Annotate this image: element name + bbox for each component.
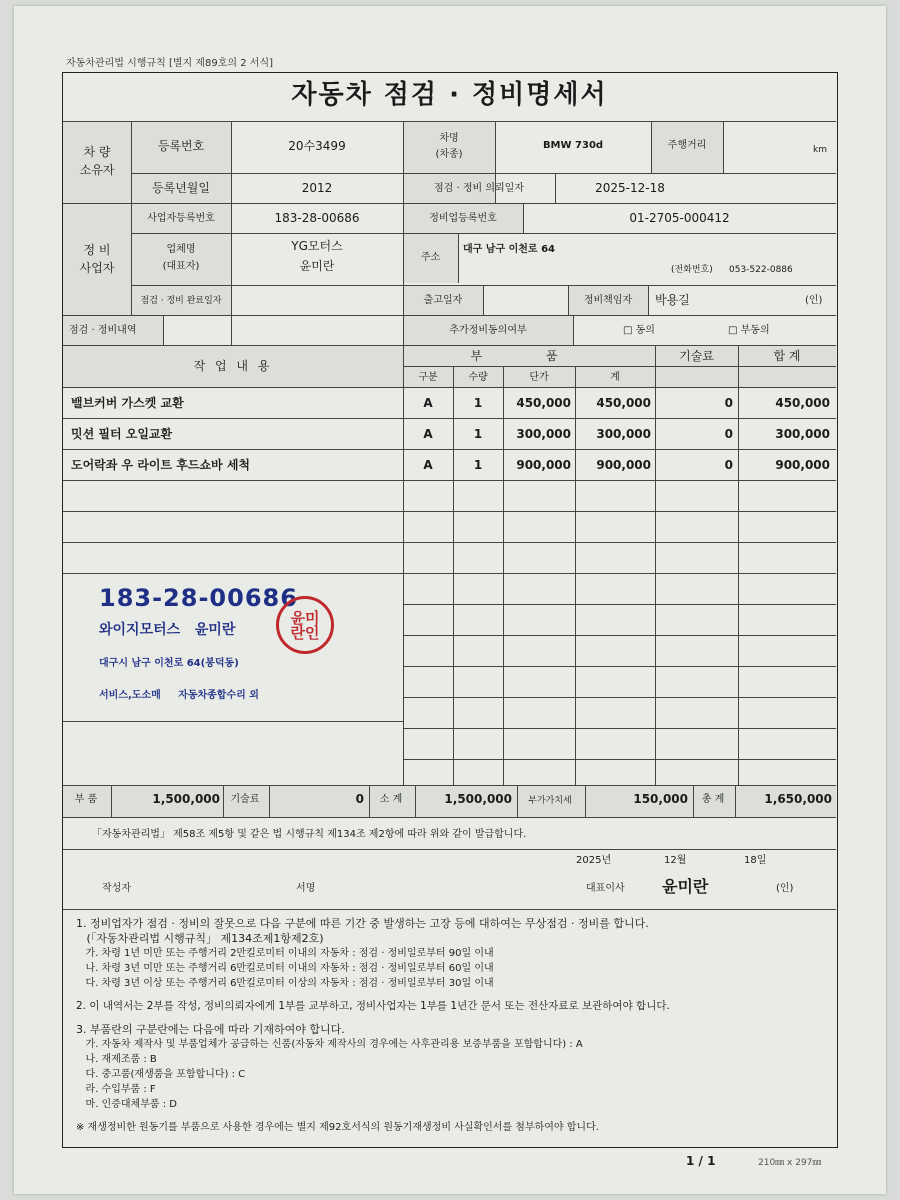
repair-reg-label: 정비업등록번호 bbox=[429, 213, 497, 224]
row-total: 450,000 bbox=[775, 396, 830, 410]
totals-subtotal-label: 소 계 bbox=[379, 794, 403, 805]
note-line: 1. 정비업자가 점검 · 정비의 잘못으로 다음 구분에 따른 기간 중 발생하는 고장 등에 대하여는 무상점검 · 정비를 합니다. bbox=[76, 917, 649, 930]
form-note: 자동차관리법 시행규칙 [별지 제89호의 2 서식] bbox=[66, 58, 274, 69]
page-number: 1 / 1 bbox=[686, 1154, 716, 1168]
row-tech: 0 bbox=[724, 427, 733, 441]
reg-year-value: 2012 bbox=[301, 181, 333, 195]
totals-parts-value: 1,500,000 bbox=[152, 792, 220, 806]
row-tech: 0 bbox=[724, 458, 733, 472]
address-label: 주소 bbox=[420, 252, 441, 263]
sub-header-sum: 계 bbox=[610, 372, 620, 383]
stamp-business-type: 서비스,도소매 자동차종합수리 외 bbox=[99, 690, 259, 701]
note-line: 2. 이 내역서는 2부를 작성, 정비의뢰자에게 1부를 교부하고, 정비사업자는 1부를 1년간 문서 또는 전산자료로 보관하여야 합니다. bbox=[76, 1000, 670, 1012]
note-line: 나. 재제조품 : B bbox=[76, 1054, 157, 1065]
paper-size: 210㎜ x 297㎜ bbox=[758, 1158, 822, 1168]
reg-no-value: 20수3499 bbox=[288, 139, 346, 153]
sub-header-unit: 단가 bbox=[529, 372, 549, 383]
request-date-value: 2025-12-18 bbox=[595, 181, 665, 195]
phone-value: 053-522-0886 bbox=[729, 265, 793, 275]
sub-header-qty: 수량 bbox=[468, 372, 488, 383]
manager-label: 정비책임자 bbox=[583, 295, 633, 306]
note-line: 나. 차령 3년 미만 또는 주행거리 6만킬로미터 이내의 자동차 : 점검 · 정비일로부터 60일 이내 bbox=[76, 963, 494, 974]
car-name-label: 차명 (차종) bbox=[435, 133, 463, 160]
repair-reg-value: 01-2705-000412 bbox=[629, 211, 730, 225]
address-value: 대구 남구 이천로 64 bbox=[463, 244, 555, 255]
row-type: A bbox=[423, 427, 433, 441]
note-line: ※ 재생정비한 원동기를 부품으로 사용한 경우에는 별지 제92호서식의 원동기재생정비 사실확인서를 첨부하여야 합니다. bbox=[76, 1122, 599, 1133]
note-line: 가. 자동차 제작사 및 부품업체가 공급하는 신품(자동차 제작사의 경우에는 사후관리용 보증부품을 포함합니다) : A bbox=[76, 1039, 583, 1050]
sign-label: 서명 bbox=[296, 883, 316, 894]
work-header: 작 업 내 용 bbox=[193, 359, 273, 373]
consent-label: 추가정비동의여부 bbox=[449, 325, 527, 336]
biz-no-label: 사업자등록번호 bbox=[147, 213, 215, 224]
stamp-business-number: 183-28-00686 bbox=[99, 584, 298, 612]
row-work: 밸브커버 가스켓 교환 bbox=[71, 396, 184, 410]
biz-no-value: 183-28-00686 bbox=[274, 211, 360, 225]
tech-header: 기술료 bbox=[679, 349, 714, 363]
row-sum: 300,000 bbox=[596, 427, 651, 441]
note-line: 라. 수입부품 : F bbox=[76, 1084, 156, 1095]
total-header: 합 계 bbox=[773, 349, 801, 363]
row-type: A bbox=[423, 458, 433, 472]
consent-disagree-checkbox[interactable]: □ 부동의 bbox=[728, 325, 770, 336]
ceo-label: 대표이사 bbox=[586, 883, 625, 894]
note-line: 마. 인증대체부품 : D bbox=[76, 1099, 177, 1110]
document-paper bbox=[14, 6, 886, 1194]
totals-vat-label: 부가가치세 bbox=[528, 796, 572, 806]
row-qty: 1 bbox=[473, 427, 483, 441]
ceo-seal-mark: (인) bbox=[776, 883, 794, 894]
row-tech: 0 bbox=[724, 396, 733, 410]
row-unit: 450,000 bbox=[516, 396, 571, 410]
row-qty: 1 bbox=[473, 396, 483, 410]
row-total: 900,000 bbox=[775, 458, 830, 472]
completion-date-label: 점검 · 정비 완료일자 bbox=[140, 296, 222, 306]
row-sum: 900,000 bbox=[596, 458, 651, 472]
totals-row bbox=[62, 784, 838, 816]
release-date-label: 출고일자 bbox=[423, 295, 463, 306]
owner-section-label: 차 량 소유자 bbox=[79, 145, 115, 177]
red-seal-icon: 윤미 란인 bbox=[276, 596, 334, 654]
issue-day: 18일 bbox=[744, 855, 767, 866]
issue-year: 2025년 bbox=[576, 855, 612, 866]
row-work: 도어락좌 우 라이트 후드쇼바 세척 bbox=[71, 458, 251, 472]
manager-seal-mark: (인) bbox=[805, 295, 823, 306]
reg-no-label: 등록번호 bbox=[157, 139, 205, 153]
writer-label: 작성자 bbox=[102, 883, 131, 894]
car-name-value: BMW 730d bbox=[542, 140, 604, 151]
note-line: (「자동차관리법 시행규칙」 제134조제1항제2호) bbox=[76, 932, 324, 945]
reg-year-label: 등록년월일 bbox=[152, 181, 210, 195]
totals-grand-label: 총 계 bbox=[701, 794, 725, 805]
mileage-unit: km bbox=[813, 145, 827, 155]
row-sum: 450,000 bbox=[596, 396, 651, 410]
company-representative: 윤미란 bbox=[299, 259, 335, 273]
row-total: 300,000 bbox=[775, 427, 830, 441]
totals-tech-value: 0 bbox=[355, 792, 364, 806]
mileage-label: 주행거리 bbox=[667, 140, 707, 151]
sub-header-type: 구분 bbox=[418, 372, 438, 383]
company-label: 업체명 (대표자) bbox=[162, 244, 200, 272]
page-title: 자동차 점검 · 정비명세서 bbox=[291, 80, 608, 110]
manager-value: 박용길 bbox=[655, 293, 690, 307]
notes-list bbox=[76, 916, 832, 1135]
consent-agree-checkbox[interactable]: □ 동의 bbox=[623, 325, 655, 336]
stamp-address: 대구시 남구 이천로 64(봉덕동) bbox=[99, 658, 239, 669]
request-date-label: 점검 · 정비 의뢰일자 bbox=[434, 183, 524, 194]
note-line: 다. 중고품(재생품을 포함합니다) : C bbox=[76, 1069, 246, 1080]
parts-header: 부 품 bbox=[470, 349, 588, 363]
row-qty: 1 bbox=[473, 458, 483, 472]
company-name: YG모터스 bbox=[291, 239, 343, 253]
totals-tech-label: 기술료 bbox=[230, 794, 260, 805]
details-label: 점검 · 정비내역 bbox=[69, 325, 137, 336]
note-line: 가. 차령 1년 미만 또는 주행거리 2만킬로미터 이내의 자동차 : 점검 · 정비일로부터 90일 이내 bbox=[76, 948, 494, 959]
totals-subtotal-value: 1,500,000 bbox=[444, 792, 512, 806]
note-line: 다. 차령 3년 이상 또는 주행거리 6만킬로미터 이상의 자동차 : 점검 · 정비일로부터 30일 이내 bbox=[76, 978, 494, 989]
totals-vat-value: 150,000 bbox=[633, 792, 688, 806]
note-line: 3. 부품란의 구분란에는 다음에 따라 기재하여야 합니다. bbox=[76, 1023, 345, 1036]
totals-parts-label: 부 품 bbox=[74, 794, 98, 805]
totals-grand-value: 1,650,000 bbox=[764, 792, 832, 806]
business-section-label: 정 비 사업자 bbox=[79, 243, 115, 275]
row-unit: 900,000 bbox=[516, 458, 571, 472]
row-unit: 300,000 bbox=[516, 427, 571, 441]
stamp-company-name: 와이지모터스 윤미란 bbox=[99, 622, 236, 638]
ceo-signature: 윤미란 bbox=[662, 877, 709, 896]
phone-label: (전화번호) bbox=[671, 265, 713, 275]
row-type: A bbox=[423, 396, 433, 410]
issue-statement: 「자동차관리법」 제58조 제5항 및 같은 법 시행규칙 제134조 제2항에 따라 위와 같이 발급합니다. bbox=[92, 829, 527, 840]
row-work: 밋션 필터 오일교환 bbox=[71, 427, 173, 441]
issue-month: 12월 bbox=[664, 855, 687, 866]
